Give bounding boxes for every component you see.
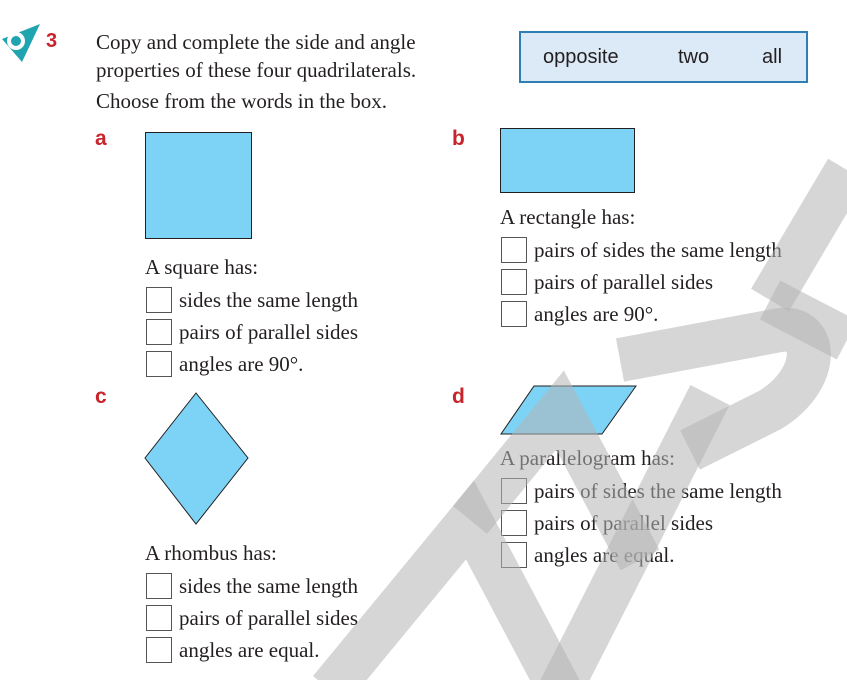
rectangle-intro: A rectangle has: [500,205,636,229]
square-properties [146,284,358,380]
property-text: angles are equal. [179,638,320,662]
question-number: 3 [46,30,58,52]
property-text: pairs of parallel sides [534,511,714,535]
part-label-a: a [95,127,107,150]
part-label-c: c [95,385,107,408]
rhombus-intro: A rhombus has: [145,541,277,565]
property-text: pairs of sides the same length [534,479,782,503]
part-label-d: d [452,385,465,408]
answer-box[interactable] [501,301,527,327]
property-text: pairs of parallel sides [179,320,359,344]
instruction-line-3: Choose from the words in the box. [96,89,388,113]
answer-box[interactable] [501,237,527,263]
answer-box[interactable] [146,319,172,345]
property-text: sides the same length [179,574,359,598]
property-text: angles are equal. [534,543,675,567]
answer-box[interactable] [501,542,527,568]
rhombus-shape [144,392,252,528]
property-text: pairs of sides the same length [534,238,782,262]
property-text: angles are 90°. [534,302,659,326]
answer-box[interactable] [501,478,527,504]
question-marker-icon [0,22,44,68]
answer-box[interactable] [501,269,527,295]
answer-box[interactable] [501,510,527,536]
answer-box[interactable] [146,637,172,663]
square-shape [145,132,255,242]
instruction-line-1: Copy and complete the side and angle [96,30,416,54]
rhombus-properties [146,570,358,666]
rectangle-properties [501,234,782,330]
word-box [519,31,808,83]
parallelogram-intro: A parallelogram has: [500,446,675,470]
square-intro: A square has: [145,255,259,279]
answer-box[interactable] [146,573,172,599]
answer-box[interactable] [146,351,172,377]
instruction-line-2: properties of these four quadrilaterals. [96,58,417,82]
property-text: sides the same length [179,288,359,312]
answer-box[interactable] [146,287,172,313]
word-box-word: opposite [543,46,619,68]
property-text: pairs of parallel sides [179,606,359,630]
word-box-word: all [762,46,783,68]
property-text: angles are 90°. [179,352,304,376]
answer-box[interactable] [146,605,172,631]
parallelogram-properties [501,475,782,571]
word-box-word: two [678,46,710,68]
parallelogram-shape [500,385,640,437]
property-text: pairs of parallel sides [534,270,714,294]
part-label-b: b [452,127,465,150]
rectangle-shape [500,128,638,196]
